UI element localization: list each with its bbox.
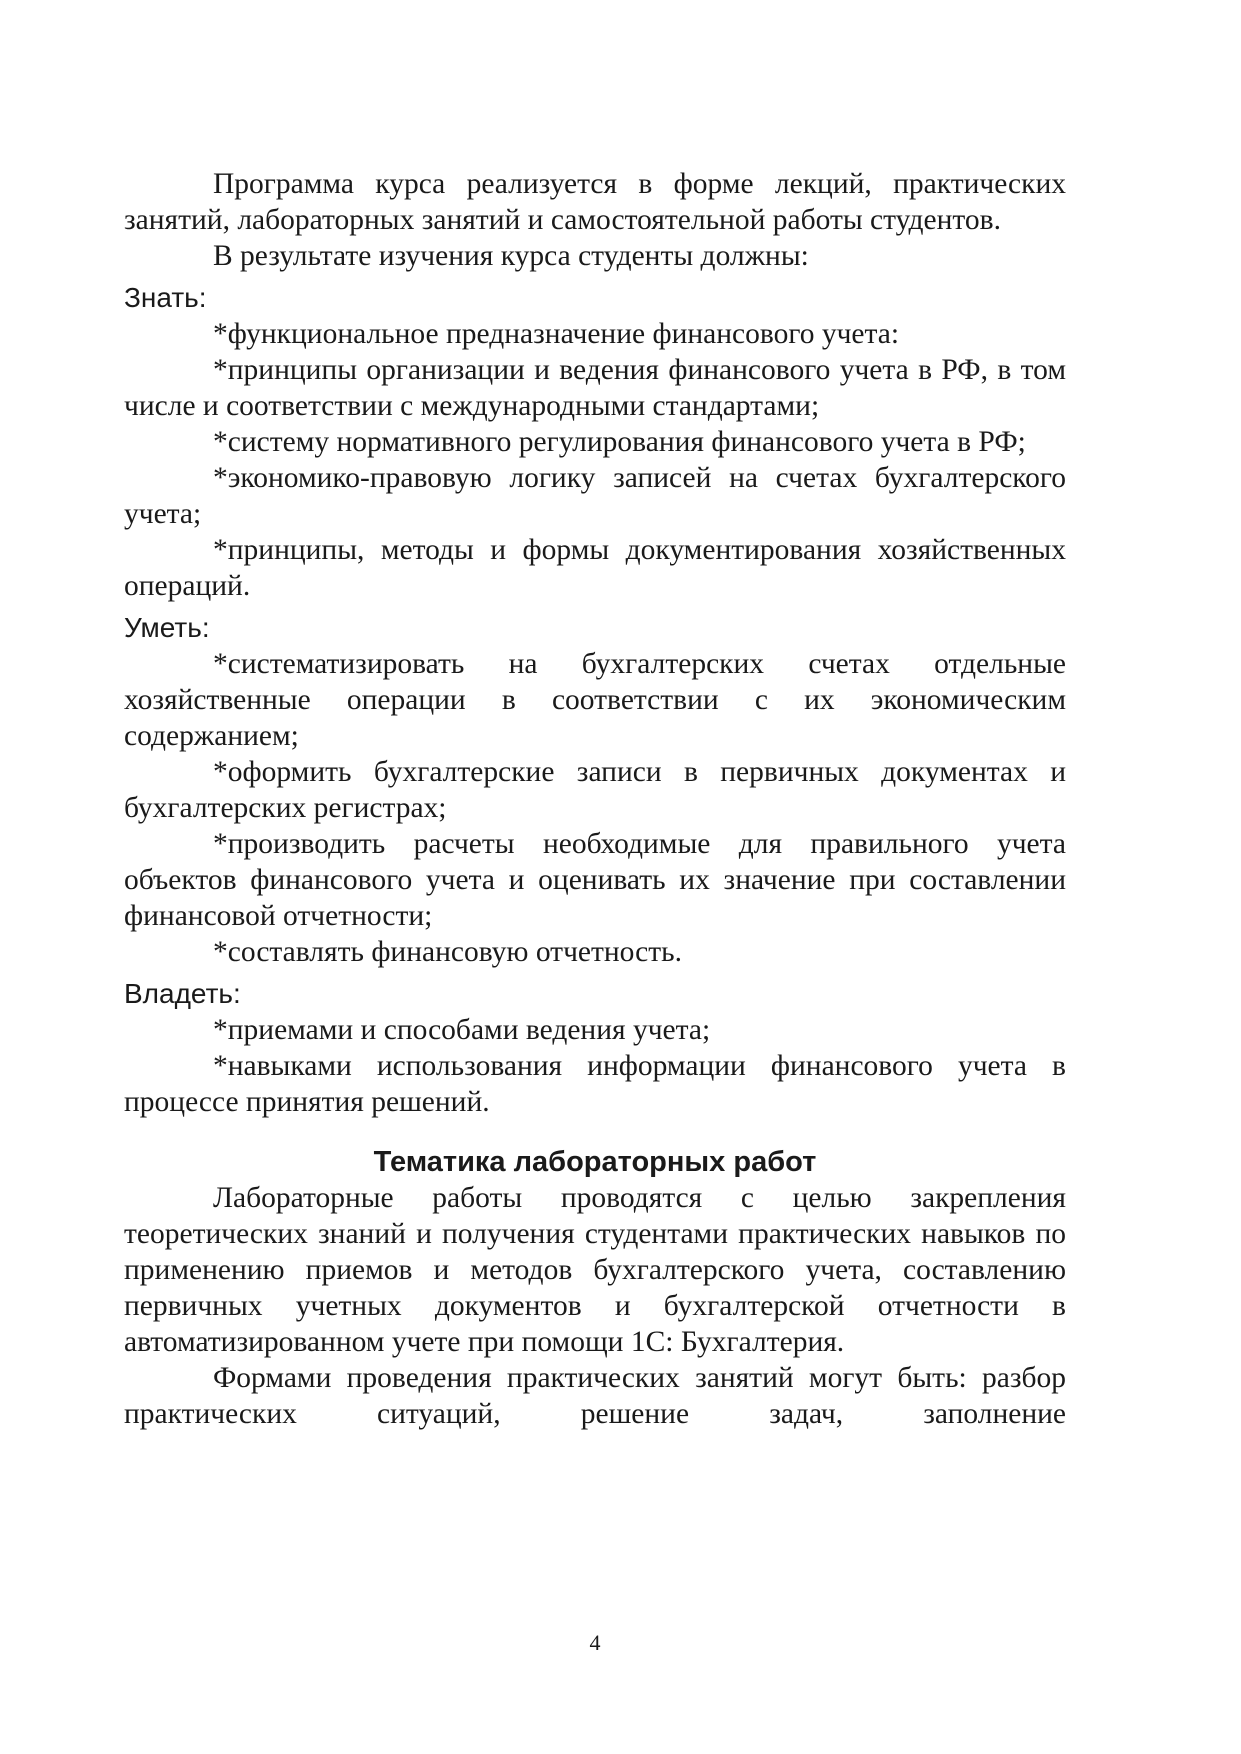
able-item: *составлять финансовую отчетность. [213,936,682,968]
know-item: *экономико-правовую логику записей на счетах бухгалтерского учета; [124,462,1066,530]
page-number: 4 [589,1630,601,1655]
know-label: Знать: [124,282,207,313]
able-item: *производить расчеты необходимые для правильного учета объектов финансового учета и оценивать их значение при составлении финансовой отчетности; [124,828,1066,932]
know-item: *систему нормативного регулирования финансового учета в РФ; [213,426,1026,458]
able-label: Уметь: [124,612,210,643]
able-item: *систематизировать на бухгалтерских счетах отдельные хозяйственные операции в соответствии с их экономическим содержанием; [124,648,1066,752]
lab-paragraph: Лабораторные работы проводятся с целью закрепления теоретических знаний и получения студентами практических навыков по применению приемов и методов бухгалтерского учета, составлению первичных учетных документов и бухгалтерской отчетности в автоматизированном учете при помощи 1С: Бухгалтерия. [124,1182,1066,1358]
know-item: *принципы, методы и формы документирования хозяйственных операций. [124,534,1066,602]
possess-item: *навыками использования информации финансового учета в процессе принятия решений. [124,1050,1066,1118]
possess-label: Владеть: [124,978,241,1009]
know-item: *функциональное предназначение финансового учета: [213,318,900,350]
intro-lead-in: В результате изучения курса студенты должны: [213,240,809,272]
able-item: *оформить бухгалтерские записи в первичных документах и бухгалтерских регистрах; [124,756,1066,824]
lab-paragraph: Формами проведения практических занятий могут быть: разбор практических ситуаций, решение задач, заполнение [124,1362,1066,1430]
possess-item: *приемами и способами ведения учета; [213,1014,711,1046]
document-page [124,166,1066,1432]
lab-section-heading: Тематика лабораторных работ [373,1146,817,1178]
know-item: *принципы организации и ведения финансового учета в РФ, в том числе и соответствии с международными стандартами; [124,354,1066,422]
intro-paragraph: Программа курса реализуется в форме лекций, практических занятий, лабораторных занятий и самостоятельной работы студентов. [124,168,1066,236]
